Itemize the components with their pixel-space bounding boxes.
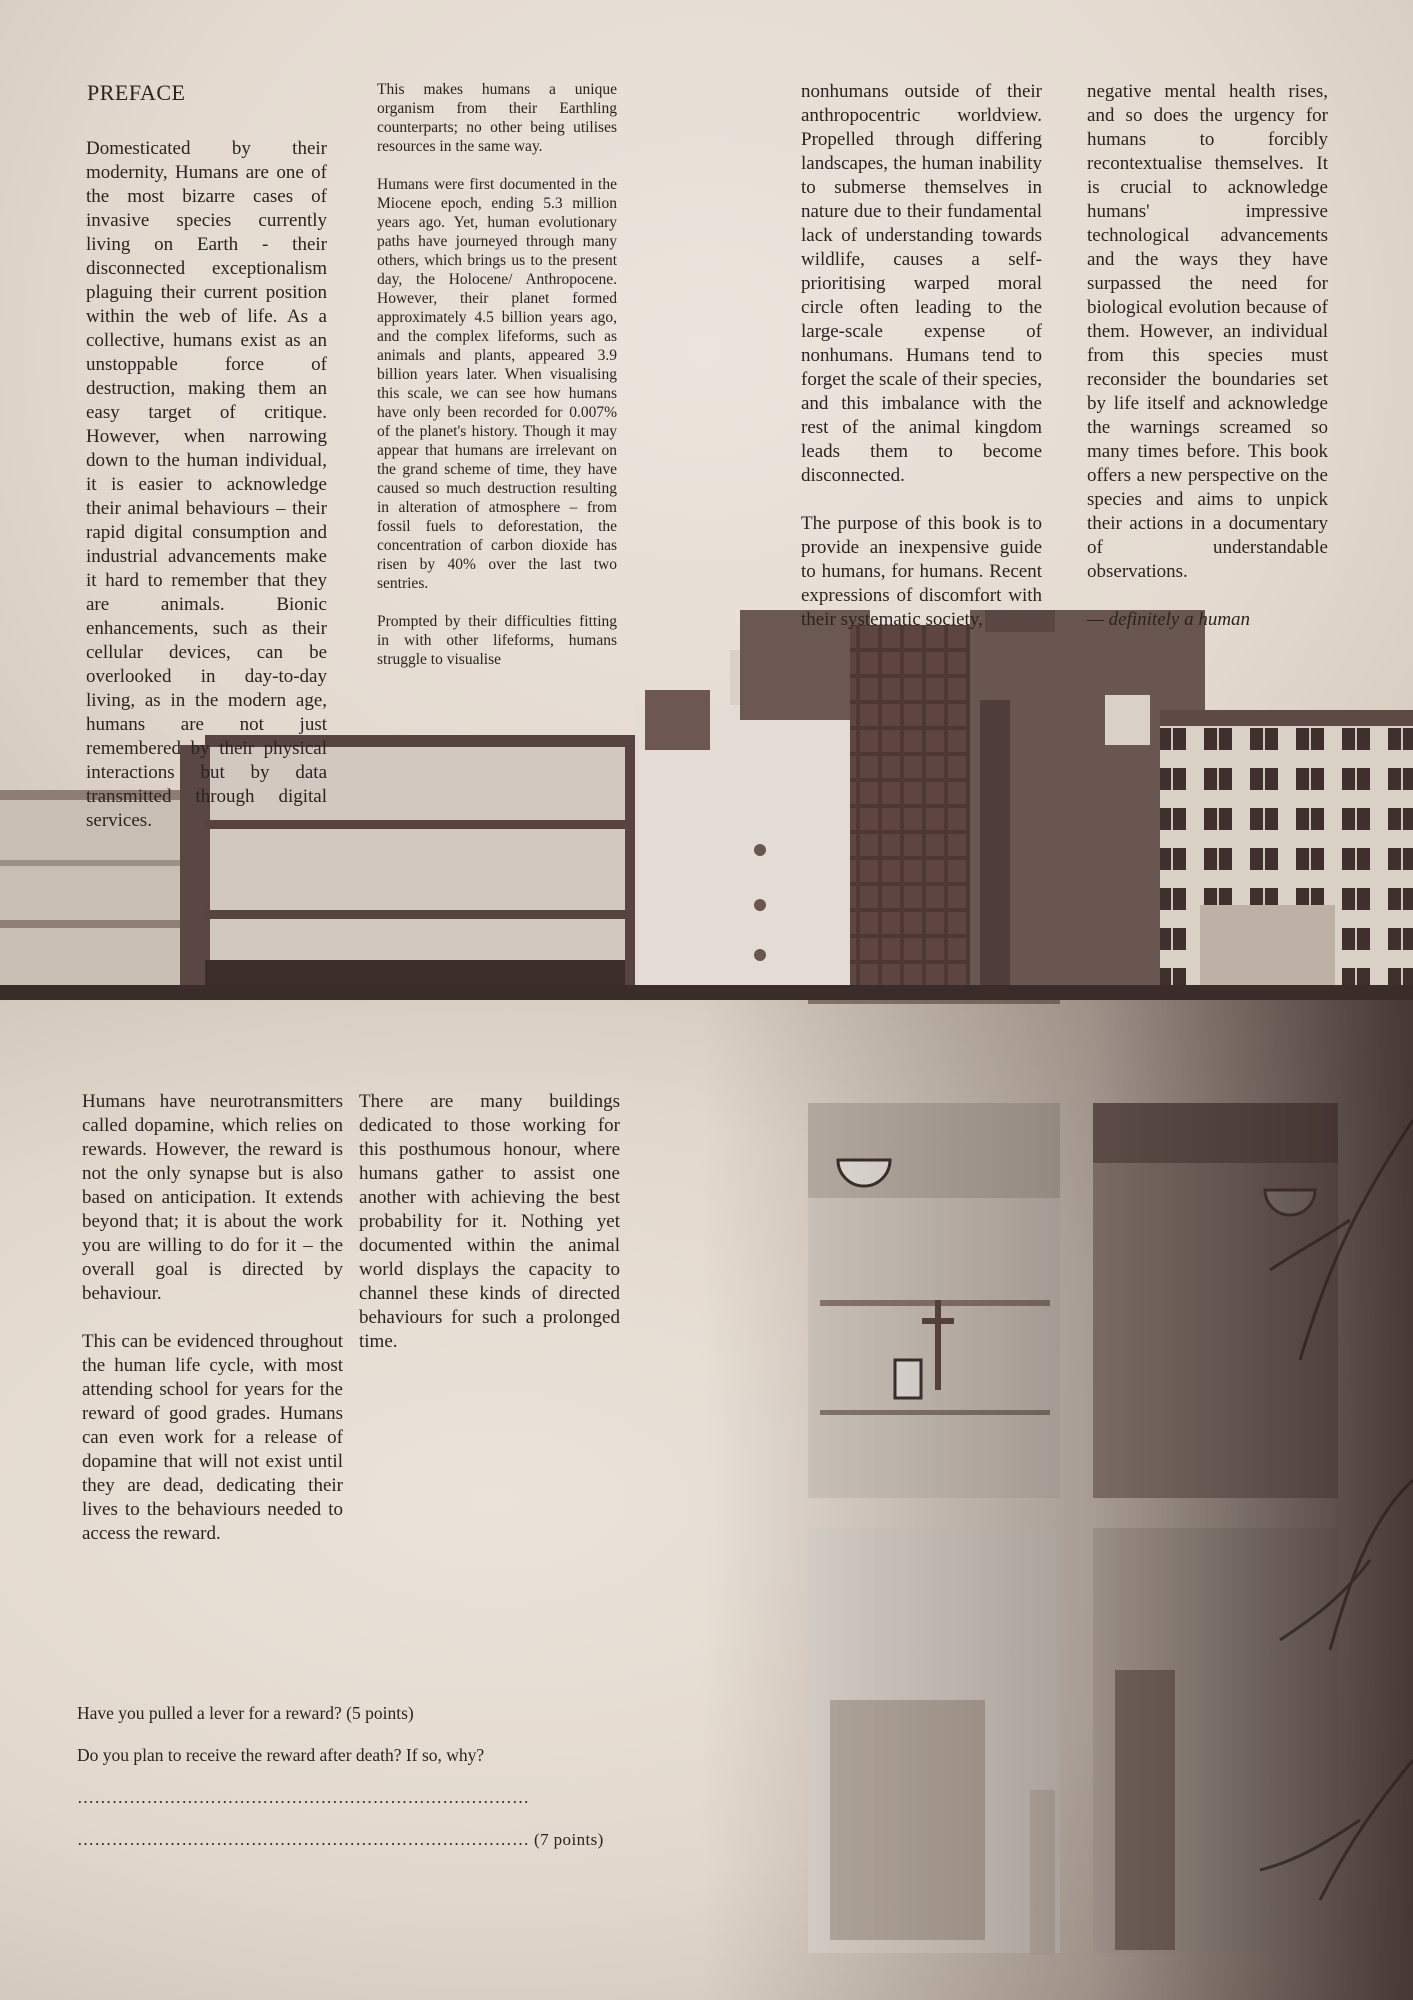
paragraph: Domesticated by their modernity, Humans are one of the most bizarre cases of invasive species currently living on Earth - their disconnected exceptionalism plaguing their current position within the web of life. As a collective, humans exist as an unstoppable force of destruction, making them an easy target of critique. However, when narrowing down to the human individual, it is easier to acknowledge their animal behaviours – their rapid digital consumption and industrial advancements make it hard to remember that they are animals. Bionic enhancements, such as their cellular devices, can be overlooked in day-to-day living, as in the modern age, humans are not just remembered by their physical interactions but by data transmitted through digital services. <box>86 138 327 831</box>
preface-column-3 <box>801 80 1042 656</box>
dopamine-column-2 <box>359 1090 620 1378</box>
answer-line[interactable]: …………………………………………………………………… <box>77 1788 530 1807</box>
paragraph: This can be evidenced throughout the human life cycle, with most attending school for years for the reward of good grades. Humans can even work for a release of dopamine that will not exist until they are dead, dedicating their lives to the behaviours needed to access the reward. <box>82 1331 343 1544</box>
paragraph: Humans have neurotransmitters called dopamine, which relies on rewards. However, the reward is not the only synapse but is also based on anticipation. It extends beyond that; it is about the work you are willing to do for it – the overall goal is directed by behaviour. <box>82 1091 343 1304</box>
preface-column-4 <box>1087 80 1328 656</box>
dopamine-column-1 <box>82 1090 343 1570</box>
paragraph: Prompted by their difficulties fitting in with other lifeforms, humans struggle to visualise <box>377 613 617 668</box>
dopamine-page <box>0 1000 1413 2000</box>
paragraph: nonhumans outside of their anthropocentric worldview. Propelled through differing landscapes, the human inability to submerse themselves in nature due to their fundamental lack of understanding towards wildlife, causes a self-prioritising warped moral circle often leading to the large-scale expense of nonhumans. Humans tend to forget the scale of their species, and this imbalance with the rest of the animal kingdom leads them to become disconnected. <box>801 81 1042 486</box>
paragraph: negative mental health rises, and so does the urgency for humans to forcibly recontextualise themselves. It is crucial to acknowledge humans' impressive technological advancements and the ways they have surpassed the need for biological evolution because of them. However, an individual from this species must reconsider the boundaries set by life itself and acknowledge the warnings screamed so many times before. This book offers a new perspective on the species and aims to unpick their actions in a documentary of understandable observations. <box>1087 81 1328 582</box>
answer-line[interactable]: …………………………………………………………………… (7 points) <box>77 1830 604 1849</box>
question-lever-reward: Have you pulled a lever for a reward? (5 points) <box>77 1703 414 1723</box>
page-title: PREFACE <box>87 80 186 105</box>
paragraph: Humans were first documented in the Miocene epoch, ending 5.3 million years ago. Yet, human evolutionary paths have journeyed through many others, which brings us to the present day, the Holocene/ Anthropocene. However, their planet formed approximately 4.5 billion years ago, and the complex lifeforms, such as animals and plants, appeared 3.9 billion years later. When visualising this scale, we can see how humans have only been recorded for 0.007% of the planet's history. Though it may appear that humans are irrelevant on the grand scheme of time, they have caused so much destruction resulting in alteration of atmosphere – from fossil fuels to deforestation, the concentration of carbon dioxide has risen by 40% over the last two sentries. <box>377 176 617 592</box>
question-reward-after-death: Do you plan to receive the reward after death? If so, why? <box>77 1745 485 1765</box>
preface-column-2 <box>377 80 617 688</box>
paragraph: The purpose of this book is to provide an inexpensive guide to humans, for humans. Recent expressions of discomfort with their systematic society, <box>801 513 1042 630</box>
paragraph: This makes humans a unique organism from their Earthling counterparts; no other being utilises resources in the same way. <box>377 81 617 155</box>
paragraph: There are many buildings dedicated to those working for this posthumous honour, where humans gather to assist one another with achieving the best probability for it. Nothing yet documented within the animal world displays the capacity to channel these kinds of directed behaviours for such a prolonged time. <box>359 1091 620 1352</box>
preface-column-1 <box>86 137 327 857</box>
signature: — definitely a human <box>1087 609 1251 630</box>
